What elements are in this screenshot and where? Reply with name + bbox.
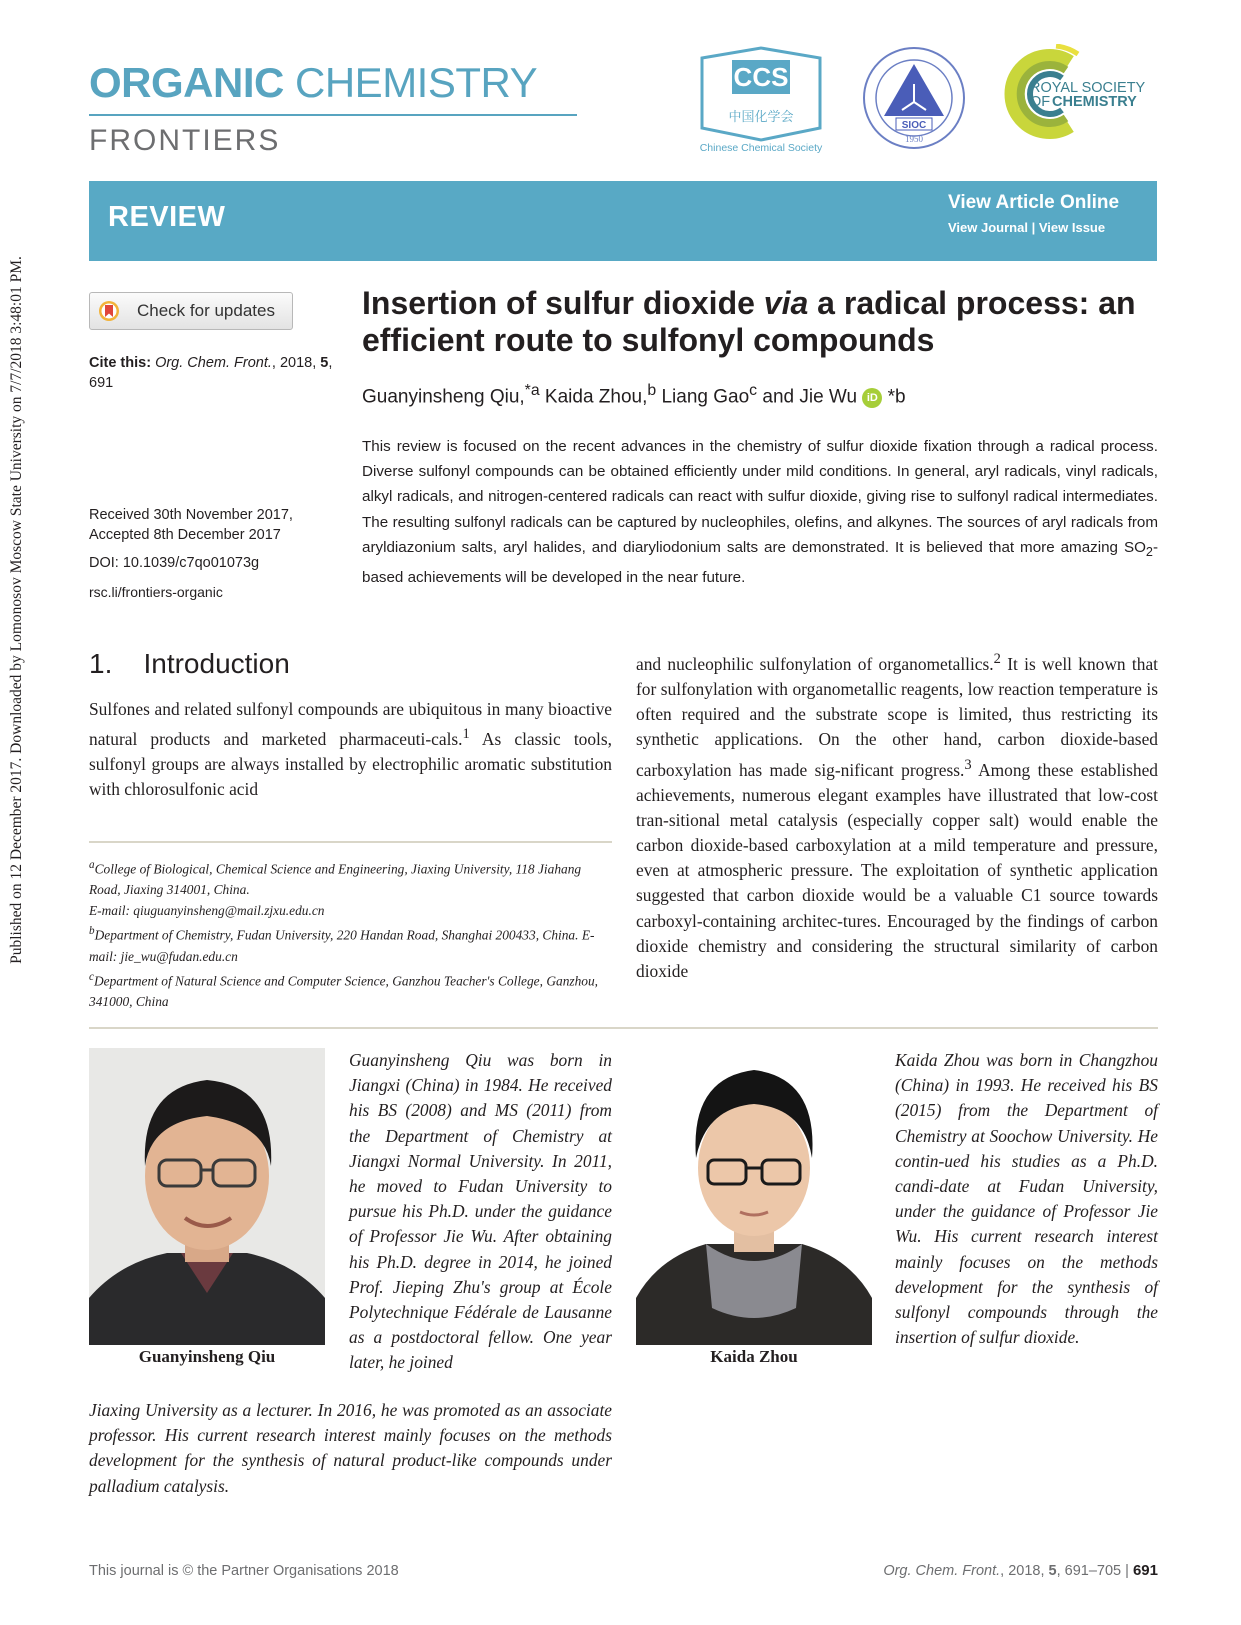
affiliations	[89, 855, 612, 1012]
view-journal-link[interactable]: View Journal	[948, 220, 1028, 235]
bio-text-qiu-full: Jiaxing University as a lecturer. In 2016, he was promoted as an associate professor. His current research interest mainly focuses on the methods development for the synthesis of natural product-like compounds under palladium catalysis.	[89, 1400, 612, 1496]
affiliation-a	[89, 855, 612, 921]
cite-page: 691	[89, 375, 114, 391]
citation	[89, 353, 349, 393]
author-4-aff: *b	[887, 386, 906, 408]
page-number: 691	[1132, 1562, 1158, 1579]
ccs-abbr: CCS	[733, 62, 789, 92]
cite-rest: ,	[328, 355, 333, 371]
sioc-abbr: SIOC	[901, 120, 927, 131]
footer-year: , 2018,	[1000, 1563, 1049, 1579]
biography-divider	[89, 1027, 1158, 1029]
intro-left-text-2: As classic tools, sulfonyl groups are always installed by electrophilic aromatic substitution with chlorosulfonic acid	[89, 729, 612, 800]
section-heading-introduction: 1. Introduction	[89, 648, 290, 679]
author-2: Kaida Zhou,	[539, 386, 648, 408]
rsc-of: OF	[1030, 94, 1051, 110]
abstract-text-2: -based achievements will be developed in the near future.	[362, 538, 1158, 587]
title-part1: Insertion of sulfur dioxide	[362, 285, 764, 321]
journal-title	[89, 59, 538, 106]
footer-separator: |	[1125, 1563, 1129, 1579]
ref-1[interactable]: 1	[462, 726, 470, 743]
intro-right-text-1: and nucleophilic sulfonylation of organometallics.	[636, 653, 994, 674]
banner-links	[948, 220, 1105, 235]
bio-name-qiu: Guanyinsheng Qiu	[138, 1347, 276, 1366]
sioc-logo	[860, 44, 968, 152]
doi[interactable]: DOI: 10.1039/c7qo01073g	[89, 555, 260, 571]
affiliation-b	[89, 921, 612, 966]
ref-2[interactable]: 2	[993, 651, 1001, 667]
affiliation-c-sup: c	[89, 970, 94, 983]
bio-text-zhou: Kaida Zhou was born in Changzhou (China) in 1993. He received his BS (2015) from the Department of Chemistry at Soochow University. He contin-ued his studies as a Ph.D. candi-date at Fudan University, under the guidance of Professor Jie Wu. His current research interest mainly focuses on the methods development for the synthesis of sulfonyl compounds through the insertion of sulfur dioxide.	[895, 1050, 1158, 1348]
check-for-updates-label: Check for updates	[137, 301, 275, 320]
intro-right-text-3: Among these established achievements, numerous elegant examples have illustrated that low-cost tran-sitional metal catalysis (especially copper salt) would enable the carbon dioxide-based carboxylation at a mild temperature and pressure, even at atmospheric pressure. The exploitation of synthetic application suggested that carbon dioxide would be a valuable C1 source towards carboxyl-containing architec-tures. Encouraged by the findings of carbon dioxide chemistry and considering the structural similarity of carbon dioxide	[636, 759, 1158, 982]
banner-separator: |	[1031, 220, 1036, 235]
affiliation-a-sup: a	[89, 859, 95, 871]
footnote-divider	[89, 841, 612, 843]
affiliation-b-text: Department of Chemistry, Fudan University, 220 Handan Road, Shanghai 200433, China.	[94, 927, 579, 943]
intro-right-text-2: It is well known that for sulfonylation with organometallic reagents, low reaction temperature is often required and the substrate scope is limited, thus restricting its synthetic applications. On the other hand, carbon dioxide-based carboxylation has made sig-nificant progress.	[636, 653, 1158, 780]
accepted-date: Accepted 8th December 2017	[89, 527, 281, 543]
author-3: Liang Gao	[656, 386, 750, 408]
bio-name-zhou: Kaida Zhou	[710, 1347, 798, 1366]
article-type-label: REVIEW	[108, 201, 226, 233]
journal-title-bold: ORGANIC	[89, 59, 284, 106]
cite-journal: Org. Chem. Front.	[155, 355, 272, 371]
download-stamp: Published on 12 December 2017. Downloaded by Lomonosov Moscow State University on 7/7/2018 3:48:01 PM.	[8, 256, 25, 964]
author-4: and Jie Wu	[757, 386, 858, 408]
affiliation-b-email[interactable]: E-mail: jie_wu@fudan.edu.cn	[89, 927, 595, 964]
check-for-updates-button[interactable]	[89, 292, 293, 330]
view-article-online-link[interactable]: View Article Online	[948, 192, 1120, 213]
author-3-aff: c	[749, 382, 758, 399]
crossmark-icon	[98, 300, 120, 322]
affiliation-a-email[interactable]: E-mail: qiuguanyinsheng@mail.zjxu.edu.cn	[89, 903, 325, 919]
author-1-aff: *a	[524, 382, 540, 399]
rsc-line1: ROYAL SOCIETY	[1030, 80, 1146, 96]
title-part2: a radical process: an efficient route to sulfonyl compounds	[362, 285, 1136, 358]
orcid-icon[interactable]: iD	[862, 388, 882, 408]
abstract-sub: 2	[1145, 544, 1153, 559]
ref-3[interactable]: 3	[964, 756, 972, 773]
cite-label: Cite this:	[89, 355, 152, 371]
rsc-logo	[1000, 44, 1170, 144]
view-issue-link[interactable]: View Issue	[1038, 220, 1106, 235]
author-photo-qiu	[89, 1048, 325, 1345]
title-italic: via	[763, 285, 809, 321]
affiliation-a-text: College of Biological, Chemical Science and Engineering, Jiaxing University, 118 Jiahang Road, Jiaxing 314001, China.	[89, 861, 582, 898]
journal-title-rule	[89, 114, 577, 116]
cite-year: , 2018,	[271, 355, 321, 371]
author-1: Guanyinsheng Qiu,	[362, 386, 525, 408]
rsc-line2: CHEMISTRY	[1052, 94, 1137, 110]
footer-copyright: This journal is © the Partner Organisations 2018	[89, 1563, 399, 1579]
footer-volume: 5	[1048, 1563, 1057, 1579]
abstract	[362, 434, 1158, 590]
journal-title-light: CHEMISTRY	[295, 59, 538, 106]
footer-journal: Org. Chem. Front.	[883, 1563, 1001, 1579]
cite-volume: 5	[320, 355, 329, 371]
journal-link[interactable]: rsc.li/frontiers-organic	[89, 584, 223, 600]
ccs-cn: 中国化学会	[728, 110, 794, 125]
affiliation-b-sup: b	[89, 925, 95, 938]
footer-pages: , 691–705	[1056, 1563, 1122, 1579]
intro-left-text-1: Sulfones and related sulfonyl compounds are ubiquitous in many bioactive natural products and marketed pharmaceuti-cals.	[89, 699, 612, 749]
journal-subtitle: FRONTIERS	[89, 124, 281, 157]
affiliation-c-text: Department of Natural Science and Computer Science, Ganzhou Teacher's College, Ganzhou, 341000, China	[89, 973, 599, 1010]
author-photo-zhou	[636, 1048, 872, 1345]
ccs-en: Chinese Chemical Society	[699, 142, 823, 154]
affiliation-c	[89, 967, 612, 1012]
sioc-year: 1950	[905, 134, 923, 144]
received-date: Received 30th November 2017,	[89, 507, 293, 523]
author-list	[362, 382, 906, 408]
author-2-aff: b	[647, 382, 657, 399]
ccs-logo	[696, 44, 826, 154]
intro-left-column	[89, 697, 612, 803]
bio-text-qiu-side: Guanyinsheng Qiu was born in Jiangxi (China) in 1984. He received his BS (2008) and MS (2011) from the Department of Chemistry at Jiangxi Normal University. In 2011, he moved to Fudan University to pursue his Ph.D. under the guidance of Professor Jie Wu. After obtaining his Ph.D. degree in 2014, he joined Prof. Jieping Zhu's group at École Polytechnique Fédérale de Lausanne as a postdoctoral fellow. One year later, he joined	[349, 1050, 612, 1373]
intro-right-column	[636, 647, 1158, 984]
footer-citation	[878, 1562, 1158, 1579]
article-title	[362, 285, 1162, 359]
abstract-text-1: This review is focused on the recent advances in the chemistry of sulfur dioxide fixation through a radical process. Diverse sulfonyl compounds can be obtained efficiently under mild conditions. In general, aryl radicals, vinyl radicals, alkyl radicals, and nitrogen-centered radicals can react with sulfur dioxide, giving rise to sulfonyl radical intermediates. The resulting sulfonyl radicals can be captured by nucleophiles, olefins, and alkynes. The sources of aryl radicals from aryldiazonium salts, aryl halides, and diaryliodonium salts are demonstrated. It is believed that more amazing SO	[362, 438, 1158, 556]
